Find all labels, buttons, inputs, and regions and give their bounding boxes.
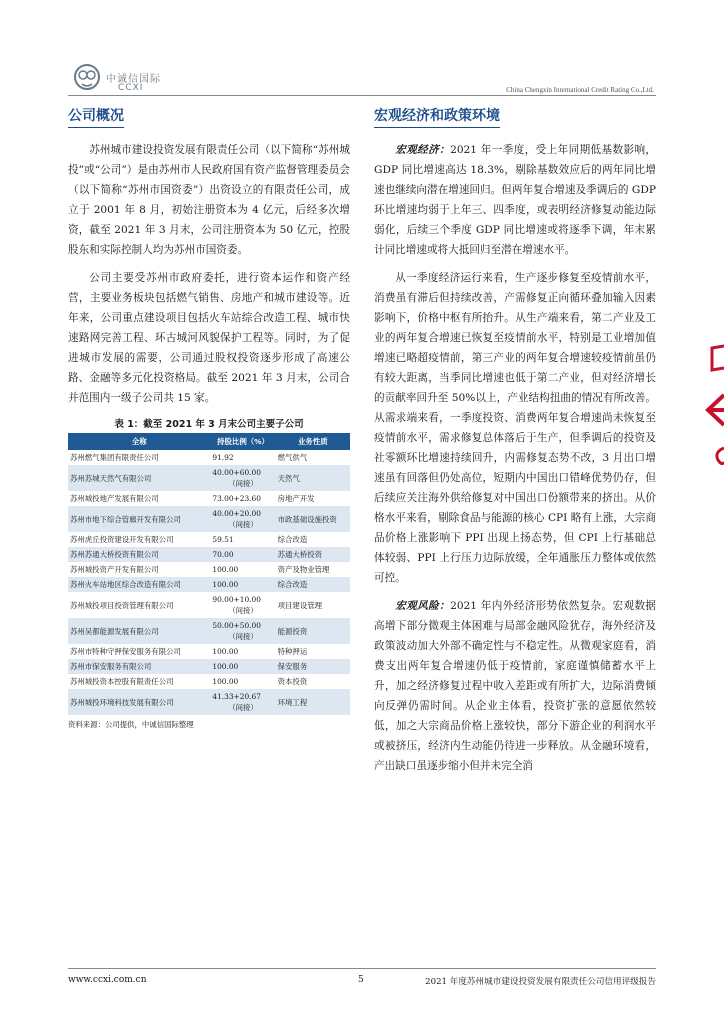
- business-nature-cell: 综合改造: [277, 535, 308, 544]
- footer-website: www.ccxi.com.cn: [68, 975, 147, 985]
- subsidiary-name-cell: 苏州火车站地区综合改造有限公司: [68, 577, 210, 592]
- holding-ratio-value: 90.00+10.00: [212, 595, 261, 604]
- table-row: [68, 659, 350, 674]
- macro-economy-lead: 宏观经济：: [395, 144, 451, 156]
- business-nature-cell: 房地产开发: [277, 494, 315, 503]
- table-row: [68, 577, 350, 592]
- subsidiary-name-cell: 苏州城投地产发展有限公司: [70, 494, 159, 503]
- holding-ratio-cell: [210, 674, 275, 689]
- business-nature-cell: 环境工程: [276, 689, 350, 715]
- business-nature-cell: 燃气供气: [277, 453, 308, 462]
- right-column: [374, 105, 656, 784]
- business-nature-cell: 能源投资: [276, 618, 350, 644]
- holding-ratio-value: 40.00+20.00: [212, 509, 261, 518]
- holding-ratio-cell: [210, 562, 275, 577]
- macro-risk-lead: 宏观风险：: [395, 600, 451, 612]
- section-title-company-overview: 公司概况: [68, 105, 124, 128]
- subsidiary-name-cell: 苏州城投资本控股有限责任公司: [70, 677, 174, 686]
- holding-ratio-value: 100.00: [212, 677, 239, 686]
- holding-ratio-cell: [210, 577, 275, 592]
- holding-ratio-note: （间接）: [228, 479, 258, 488]
- ccxi-logo: [72, 62, 192, 98]
- subsidiaries-table-caption: 表 1：截至 2021 年 3 月末公司主要子公司: [114, 419, 304, 430]
- table-row: [68, 592, 350, 618]
- business-nature-cell: 苏通大桥投资: [276, 547, 350, 562]
- header-divider: [68, 95, 656, 96]
- economic-operation-paragraph: 从一季度经济运行来看，生产逐步修复至疫情前水平，消费虽有滞后但持续改善，产需修复正向循环叠加输入因素影响下，价格中枢有所抬升。从生产端来看，第二产业及工业的两年复合增速已恢复至疫情前水平，特别是工业增加值增速已略超疫情前，第三产业的两年复合增速较疫情前虽仍有较大距离，当季同比增速也低于第二产业，但对经济增长的贡献率回升至 50%以上，产业结构扭曲的情况有所改善。从需求端来看，一季度投资、消费两年复合增速尚未恢复至疫情前水平，需求修复总体落后于生产，但季调后的投资及社零额环比增速持续回升，内需修复态势不改，3 月出口增速虽有回落但仍处高位，短期内中国出口错峰优势仍存，但后续应关注海外供给修复对中国出口份额带来的挤出。从价格水平来看，剔除食品与能源的核心 CPI 略有上涨，大宗商品价格上涨影响下 PPI 出现上扬态势，但 CPI 上行基础总体较弱、PPI 上行压力边际放缓，全年通胀压力整体或依然可控。: [374, 272, 656, 584]
- holding-ratio-value: 70.00: [212, 550, 234, 559]
- company-overview-paragraph-2: 公司主要受苏州市政府委托，进行资本运作和资产经营，主要业务板块包括燃气销售、房地产和城市建设等。近年来，公司重点建设项目包括火车站综合改造工程、城市快速路网完善工程、环古城河风貌保护工程等。同时，为了促进城市发展的需要，公司通过股权投资逐步形成了高速公路、金融等多元化投资格局。截至 2021 年 3 月末，公司合并范围内一级子公司共 15 家。: [68, 272, 350, 404]
- table-row: [68, 674, 350, 689]
- business-nature-cell: 项目建设管理: [277, 600, 322, 610]
- business-nature-cell: 保安服务: [276, 659, 350, 674]
- holding-ratio-cell: [210, 547, 275, 562]
- subsidiaries-table: [68, 433, 350, 715]
- holding-ratio-note: （间接）: [228, 703, 258, 712]
- table-source-note: 资料来源：公司提供，中诚信国际整理: [68, 720, 194, 729]
- table-row: [68, 465, 350, 491]
- holding-ratio-cell: [210, 465, 275, 491]
- business-nature-cell: 资产及物业管理: [277, 565, 330, 574]
- subsidiary-name-cell: 苏州苏通大桥投资有限公司: [68, 547, 210, 562]
- holding-ratio-value: 100.00: [212, 565, 239, 574]
- holding-ratio-value: 50.00+50.00: [212, 621, 261, 630]
- page-number: 5: [358, 975, 364, 985]
- macro-economy-paragraph: [374, 140, 656, 260]
- holding-ratio-value: 41.33+20.67: [212, 692, 261, 701]
- holding-ratio-value: 91.92: [212, 453, 234, 462]
- holding-ratio-cell: [210, 491, 275, 506]
- holding-ratio-value: 40.00+60.00: [212, 468, 261, 477]
- table-row: [68, 547, 350, 562]
- logo-chinese-name: 中诚信国际: [106, 74, 161, 85]
- ccxi-logo-icon: [72, 62, 102, 92]
- subsidiary-name-cell: 苏州燃气集团有限责任公司: [70, 453, 159, 462]
- table-header-row: [68, 433, 350, 450]
- logo-english-name: CCXI: [118, 83, 144, 93]
- left-column: [68, 105, 350, 730]
- macro-risk-paragraph: [374, 596, 656, 776]
- macro-risk-text: 2021 年内外经济形势依然复杂。宏观数据高增下部分微观主体困难与局部金融风险犹存，海外经济及政策波动加大外部不确定性与不稳定性。从微观家庭看，消费支出两年复合增速仍低于疫情前，家庭谨慎储蓄水平上升，加之经济修复过程中收入差距或有所扩大，边际消费倾向反弹仍需时间。从企业主体看，投资扩张的意愿依然较低，加之大宗商品价格上涨较快，部分下游企业的利润水平或被挤压，经济内生动能仍待进一步释放。从金融环境看，产出缺口虽逐步缩小但并未完全消: [374, 600, 657, 772]
- subsidiary-name-cell: 苏州虎丘投资建设开发有限公司: [70, 535, 174, 544]
- company-overview-paragraph-1: 苏州城市建设投资发展有限责任公司（以下简称“苏州城投”或“公司”）是由苏州市人民政府国有资产监督管理委员会（以下简称“苏州市国资委”）出资设立的有限责任公司，成立于 2001 年 8 月，初始注册资本为 4 亿元，后经多次增资，截至 2021 年 3 月末，公司注册资本为 50 亿元，控股股东和实际控制人均为苏州市国资委。: [68, 144, 350, 256]
- business-nature-cell: 综合改造: [276, 577, 350, 592]
- holding-ratio-value: 100.00: [212, 662, 239, 671]
- section-title-macro-environment: 宏观经济和政策环境: [374, 105, 500, 128]
- table-row: [68, 618, 350, 644]
- footer-divider: [68, 968, 656, 969]
- header-company-name: China Chengxin International Credit Rating Co.,Ltd.: [506, 86, 654, 94]
- table-row: [68, 532, 350, 547]
- subsidiary-name-cell: 苏州吴都能源发展有限公司: [68, 618, 210, 644]
- table-row: [68, 450, 350, 465]
- holding-ratio-cell: [210, 532, 275, 547]
- subsidiary-name-cell: 苏州苏城天然气有限公司: [68, 465, 210, 491]
- table-row: [68, 644, 350, 659]
- holding-ratio-value: 59.51: [212, 535, 234, 544]
- holding-ratio-value: 100.00: [212, 647, 239, 656]
- subsidiary-name-cell: 苏州市特种守押保安服务有限公司: [70, 647, 181, 656]
- subsidiary-name-cell: 苏州市保安服务有限公司: [68, 659, 210, 674]
- holding-ratio-cell: [210, 689, 275, 715]
- business-nature-cell: 特种押运: [277, 647, 308, 656]
- holding-ratio-value: 100.00: [212, 580, 239, 589]
- red-seal-stamp: [702, 340, 724, 470]
- business-nature-cell: 资本投资: [277, 677, 308, 686]
- header-business-nature: 业务性质: [276, 433, 350, 450]
- holding-ratio-value: 73.00+23.60: [212, 494, 261, 503]
- subsidiary-name-cell: 苏州市地下综合管廊开发有限公司: [68, 506, 210, 532]
- header-holding-ratio: 持股比例（%）: [210, 433, 275, 450]
- header-full-name: 全称: [68, 433, 210, 450]
- holding-ratio-cell: [210, 659, 275, 674]
- table-row: [68, 491, 350, 506]
- footer-report-title: 2021 年度苏州城市建设投资发展有限责任公司信用评级报告: [425, 977, 656, 987]
- table-row: [68, 689, 350, 715]
- macro-economy-text: 2021 年一季度，受上年同期低基数影响，GDP 同比增速高达 18.3%，剔除基数效应后的两年同比增速也继续向潜在增速回归。但两年复合增速及季调后的 GDP 环比增速均弱于上年三、四季度，或表明经济修复动能边际弱化，后续三个季度 GDP 同比增速或将逐季下调，年末累计同比增速或将大抵回归至潜在增速水平。: [374, 144, 657, 256]
- business-nature-cell: 市政基础设施投资: [276, 506, 350, 532]
- subsidiary-name-cell: 苏州城投资产开发有限公司: [70, 565, 159, 574]
- holding-ratio-note: （间接）: [228, 606, 258, 615]
- holding-ratio-note: （间接）: [228, 520, 258, 529]
- holding-ratio-cell: [210, 618, 275, 644]
- holding-ratio-cell: [210, 450, 275, 465]
- holding-ratio-note: （间接）: [228, 632, 258, 641]
- subsidiary-name-cell: 苏州城投项目投资管理有限公司: [70, 600, 174, 610]
- holding-ratio-cell: [210, 592, 275, 618]
- business-nature-cell: 天然气: [276, 465, 350, 491]
- holding-ratio-cell: [210, 506, 275, 532]
- table-row: [68, 506, 350, 532]
- table-row: [68, 562, 350, 577]
- subsidiary-name-cell: 苏州城投环境科技发展有限公司: [68, 689, 210, 715]
- holding-ratio-cell: [210, 644, 275, 659]
